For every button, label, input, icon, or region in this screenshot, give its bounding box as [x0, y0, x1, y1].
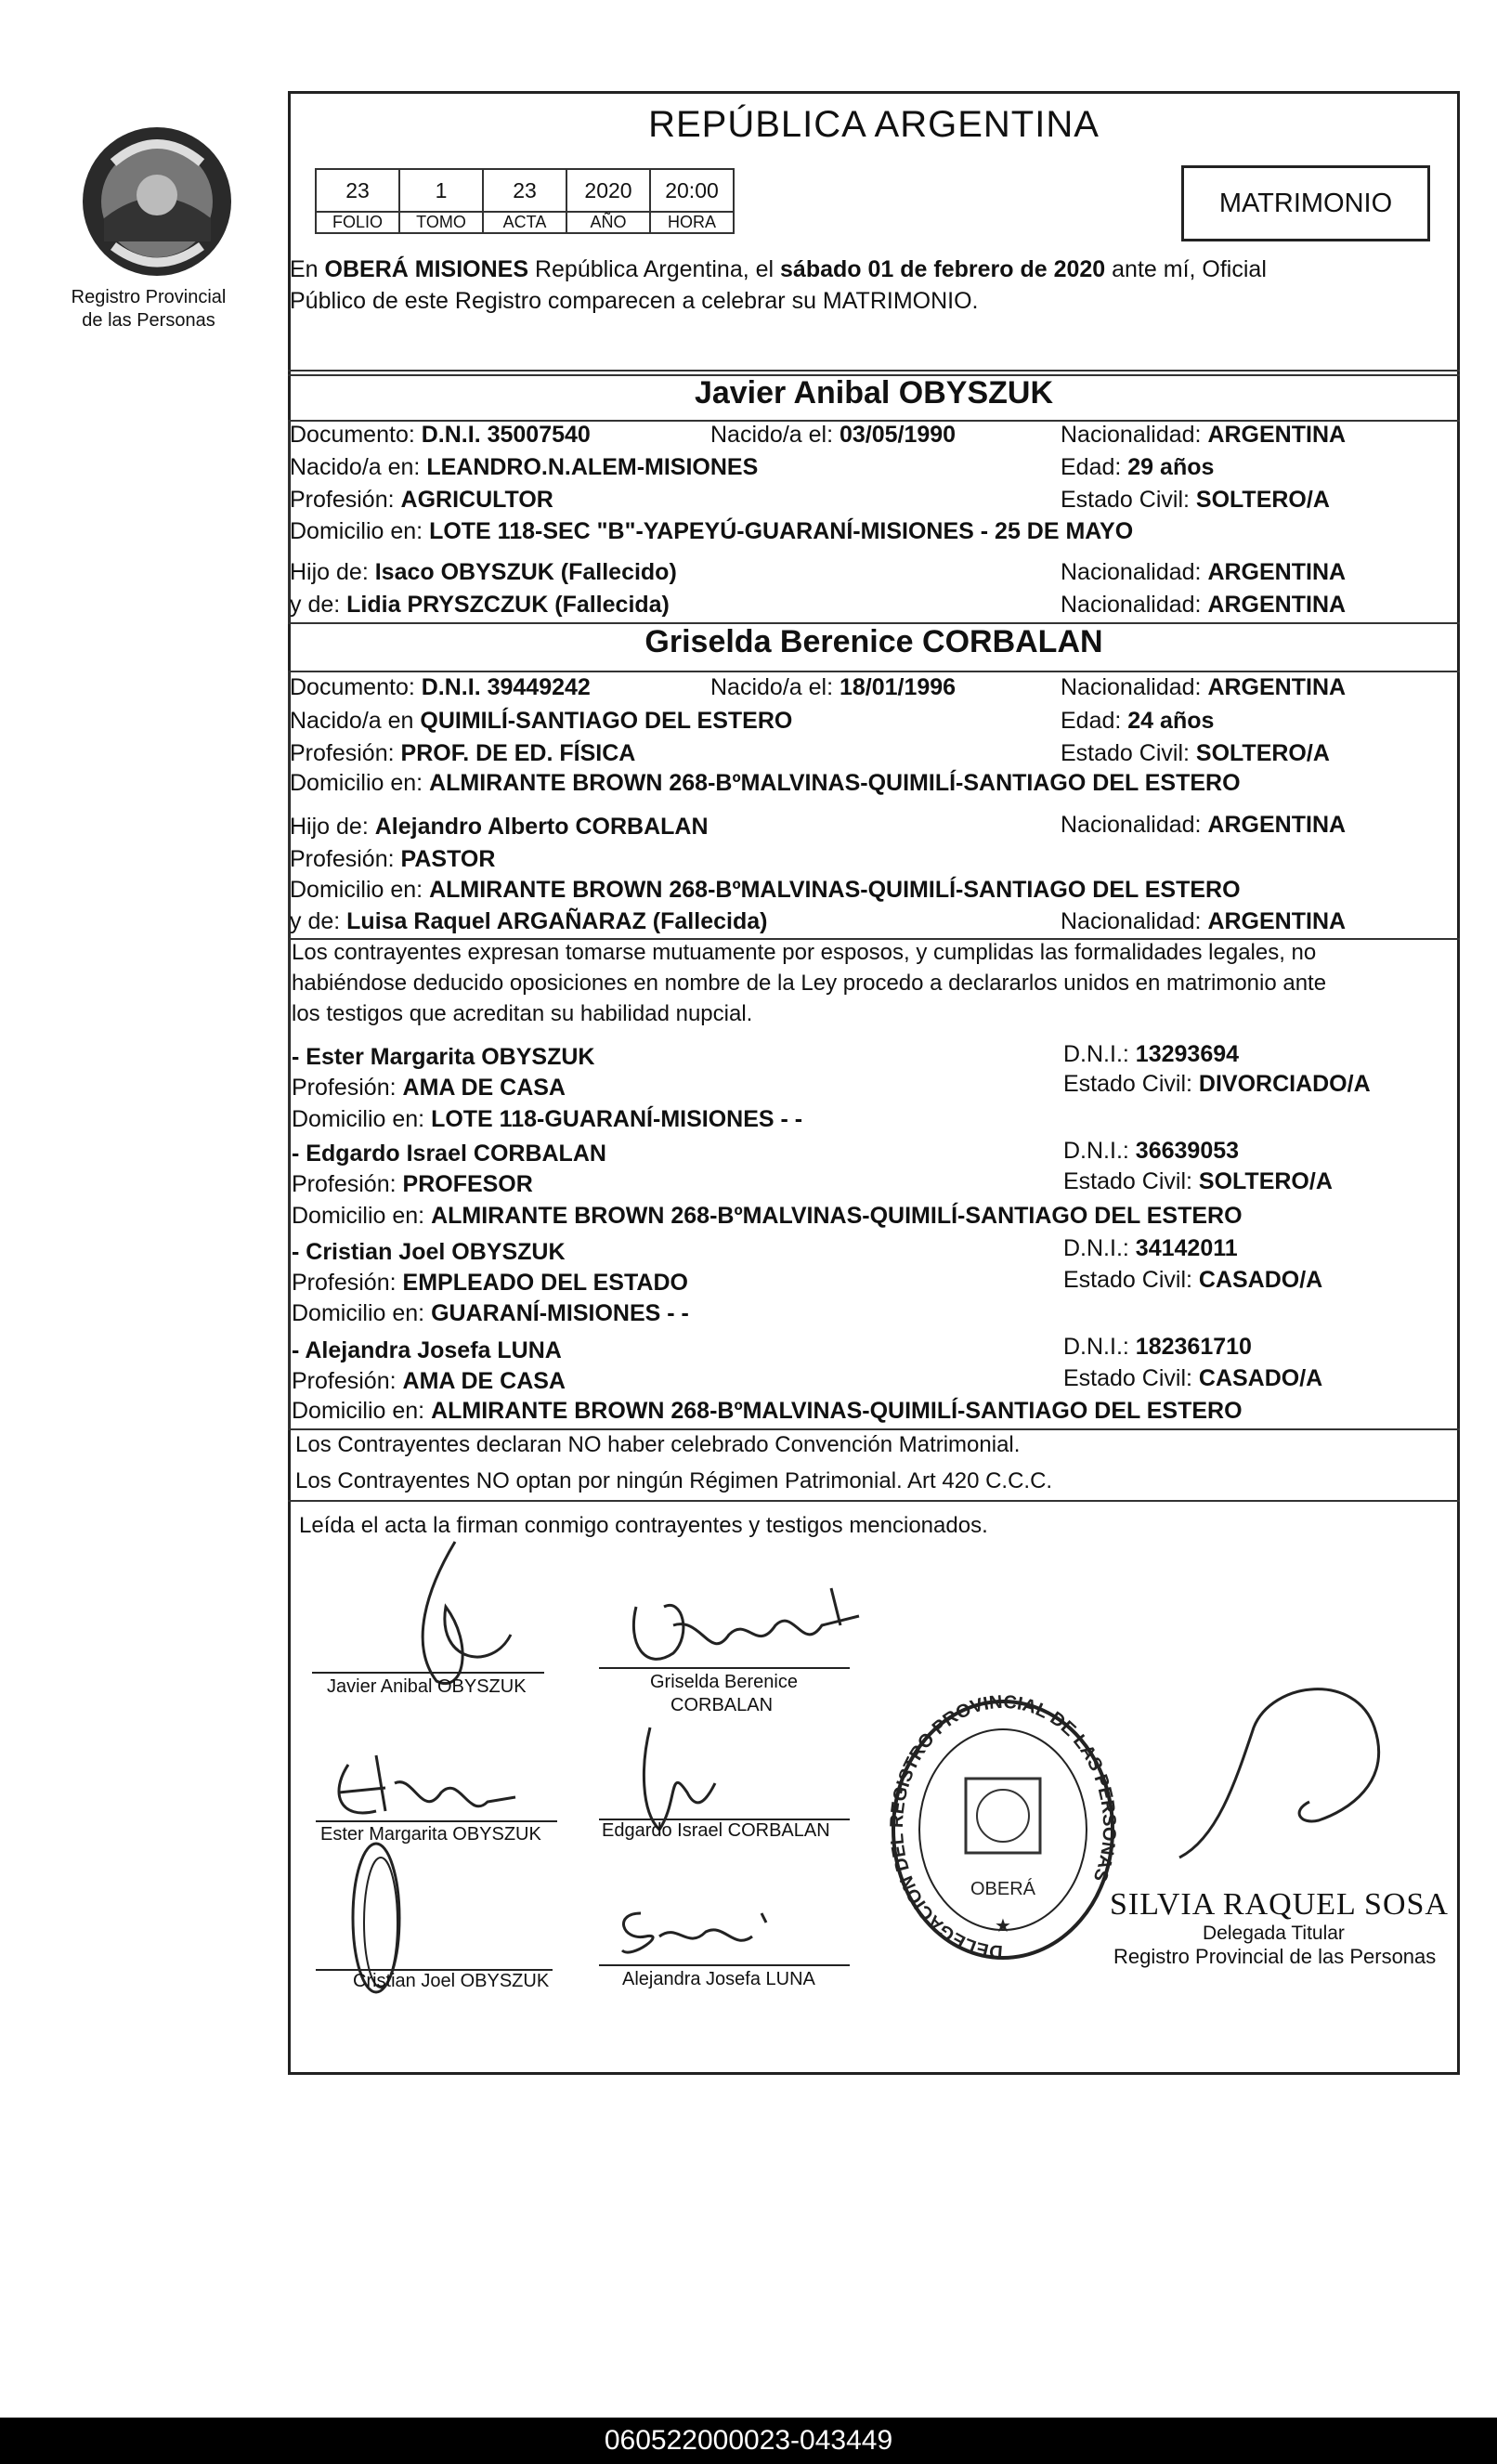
signature-witness1: [320, 1746, 525, 1830]
spouse1-profession: Profesión: AGRICULTOR: [290, 487, 553, 513]
signature-label-spouse2-line1: Griselda Berenice: [650, 1672, 798, 1692]
spouse1-address: Domicilio en: LOTE 118-SEC "B"-YAPEYÚ-GUARANÍ-MISIONES - 25 DE MAYO: [290, 518, 1134, 544]
witness2-civil: Estado Civil: SOLTERO/A: [1063, 1168, 1333, 1194]
acta-label: ACTA: [483, 212, 566, 233]
spouse1-father-nationality: Nacionalidad: ARGENTINA: [1061, 559, 1347, 585]
stamp-ring-text: DELEGACION DEL REGISTRO PROVINCIAL DE LAS PERSONAS: [887, 1695, 1119, 1962]
signature-witness4: [604, 1895, 789, 1969]
witness3-address: Domicilio en: GUARANÍ-MISIONES - -: [292, 1300, 689, 1326]
declaration-line1: Los contrayentes expresan tomarse mutuamente por esposos, y cumplidas las formalidades legales, no: [292, 940, 1317, 965]
spouse2-father: Hijo de: Alejandro Alberto CORBALAN: [290, 814, 709, 840]
record-type-box: MATRIMONIO: [1181, 165, 1430, 241]
acta-value: 23: [483, 169, 566, 212]
signature-label-witness4: Alejandra Josefa LUNA: [622, 1969, 815, 1989]
tomo-value: 1: [399, 169, 483, 212]
spouse2-birthplace: Nacido/a en QUIMILÍ-SANTIAGO DEL ESTERO: [290, 708, 793, 734]
year-value: 2020: [566, 169, 650, 212]
spouse2-nationality: Nacionalidad: ARGENTINA: [1061, 674, 1347, 700]
note-convention: Los Contrayentes declaran NO haber celebrado Convención Matrimonial.: [295, 1432, 1021, 1457]
witness4-civil: Estado Civil: CASADO/A: [1063, 1365, 1323, 1391]
spouse2-age: Edad: 24 años: [1061, 708, 1215, 734]
witness2-profession: Profesión: PROFESOR: [292, 1171, 533, 1197]
signature-label-witness3: Cristian Joel OBYSZUK: [353, 1971, 550, 1991]
spouse2-birthdate: Nacido/a el: 18/01/1996: [710, 674, 957, 700]
spouse2-mother-nationality: Nacionalidad: ARGENTINA: [1061, 908, 1347, 934]
signature-label-witness1: Ester Margarita OBYSZUK: [320, 1824, 541, 1845]
witness2-address: Domicilio en: ALMIRANTE BROWN 268-BºMALVINAS-QUIMILÍ-SANTIAGO DEL ESTERO: [292, 1203, 1243, 1229]
registry-name: [56, 286, 241, 332]
witness2-dni: D.N.I.: 36639053: [1063, 1138, 1240, 1164]
official-role: Delegada Titular: [1203, 1923, 1345, 1944]
spouse1-civil-status: Estado Civil: SOLTERO/A: [1061, 487, 1330, 513]
spouse1-mother: y de: Lidia PRYSZCZUK (Fallecida): [290, 592, 670, 618]
witness3-name: - Cristian Joel OBYSZUK: [292, 1239, 566, 1265]
witness1-dni: D.N.I.: 13293694: [1063, 1041, 1240, 1067]
signature-official: [1161, 1672, 1412, 1885]
folio-value: 23: [316, 169, 399, 212]
witness4-address: Domicilio en: ALMIRANTE BROWN 268-BºMALVINAS-QUIMILÍ-SANTIAGO DEL ESTERO: [292, 1398, 1243, 1424]
intro-line1: En OBERÁ MISIONES República Argentina, el sábado 01 de febrero de 2020 ante mí, Oficial: [290, 256, 1267, 282]
registry-stamp: [887, 1695, 1119, 1964]
declaration-line2: habiéndose deducido oposiciones en nombre de la Ley procedo a declararlos unidos en matrimonio ante: [292, 971, 1327, 996]
spouse1-mother-nationality: Nacionalidad: ARGENTINA: [1061, 592, 1347, 618]
country-title: REPÚBLICA ARGENTINA: [648, 104, 1100, 145]
witness4-dni: D.N.I.: 182361710: [1063, 1334, 1252, 1360]
folio-label: FOLIO: [316, 212, 399, 233]
spouse1-document: Documento: D.N.I. 35007540: [290, 422, 591, 448]
witness4-name: - Alejandra Josefa LUNA: [292, 1337, 562, 1363]
official-org: Registro Provincial de las Personas: [1113, 1945, 1437, 1968]
spouse2-father-address: Domicilio en: ALMIRANTE BROWN 268-BºMALVINAS-QUIMILÍ-SANTIAGO DEL ESTERO: [290, 877, 1241, 903]
witness3-civil: Estado Civil: CASADO/A: [1063, 1267, 1323, 1293]
record-table: [315, 168, 735, 234]
official-name: SILVIA RAQUEL SOSA: [1110, 1887, 1449, 1922]
note-signing: Leída el acta la firman conmigo contrayentes y testigos mencionados.: [299, 1513, 988, 1538]
intro-line2: Público de este Registro comparecen a celebrar su MATRIMONIO.: [290, 288, 979, 314]
witness1-profession: Profesión: AMA DE CASA: [292, 1075, 566, 1101]
spouse2-profession: Profesión: PROF. DE ED. FÍSICA: [290, 740, 636, 766]
spouse2-address: Domicilio en: ALMIRANTE BROWN 268-BºMALVINAS-QUIMILÍ-SANTIAGO DEL ESTERO: [290, 770, 1241, 796]
spouse2-name: Griselda Berenice CORBALAN: [644, 624, 1103, 659]
note-regime: Los Contrayentes NO optan por ningún Régimen Patrimonial. Art 420 C.C.C.: [295, 1468, 1053, 1493]
spouse2-document: Documento: D.N.I. 39449242: [290, 674, 591, 700]
official-block: [1110, 1887, 1472, 1969]
tomo-label: TOMO: [399, 212, 483, 233]
declaration-line3: los testigos que acreditan su habilidad nupcial.: [292, 1001, 753, 1026]
witness2-name: - Edgardo Israel CORBALAN: [292, 1141, 606, 1167]
witness1-name: - Ester Margarita OBYSZUK: [292, 1044, 595, 1070]
spouse1-birthdate: Nacido/a el: 03/05/1990: [710, 422, 957, 448]
spouse2-father-profession: Profesión: PASTOR: [290, 846, 496, 872]
spouse2-father-nationality: Nacionalidad: ARGENTINA: [1061, 812, 1347, 838]
stamp-city: OBERÁ: [970, 1879, 1036, 1899]
province-seal-logo: [76, 121, 239, 283]
witness3-profession: Profesión: EMPLEADO DEL ESTADO: [292, 1270, 688, 1296]
signature-label-witness2: Edgardo Israel CORBALAN: [602, 1820, 830, 1841]
spouse1-father: Hijo de: Isaco OBYSZUK (Fallecido): [290, 559, 677, 585]
signature-spouse1: [371, 1532, 557, 1700]
spouse1-birthplace: Nacido/a en: LEANDRO.N.ALEM-MISIONES: [290, 454, 759, 480]
hour-label: HORA: [650, 212, 734, 233]
signature-label-spouse2-line2: CORBALAN: [670, 1695, 774, 1715]
witness4-profession: Profesión: AMA DE CASA: [292, 1368, 566, 1394]
signature-label-spouse1: Javier Anibal OBYSZUK: [327, 1676, 527, 1697]
spouse1-name: Javier Anibal OBYSZUK: [694, 375, 1054, 411]
witness3-dni: D.N.I.: 34142011: [1063, 1235, 1238, 1261]
spouse2-civil-status: Estado Civil: SOLTERO/A: [1061, 740, 1330, 766]
svg-text:★: ★: [995, 1916, 1011, 1936]
witness1-civil: Estado Civil: DIVORCIADO/A: [1063, 1071, 1371, 1097]
year-label: AÑO: [566, 212, 650, 233]
spouse1-age: Edad: 29 años: [1061, 454, 1215, 480]
spouse1-nationality: Nacionalidad: ARGENTINA: [1061, 422, 1347, 448]
hour-value: 20:00: [650, 169, 734, 212]
witness1-address: Domicilio en: LOTE 118-GUARANÍ-MISIONES - -: [292, 1106, 803, 1132]
registry-name-line1: Registro Provincial: [71, 287, 227, 307]
spouse2-mother: y de: Luisa Raquel ARGAÑARAZ (Fallecida): [290, 908, 768, 934]
document-code: 060522000023-043449: [0, 2418, 1497, 2464]
registry-name-line2: de las Personas: [82, 310, 215, 331]
